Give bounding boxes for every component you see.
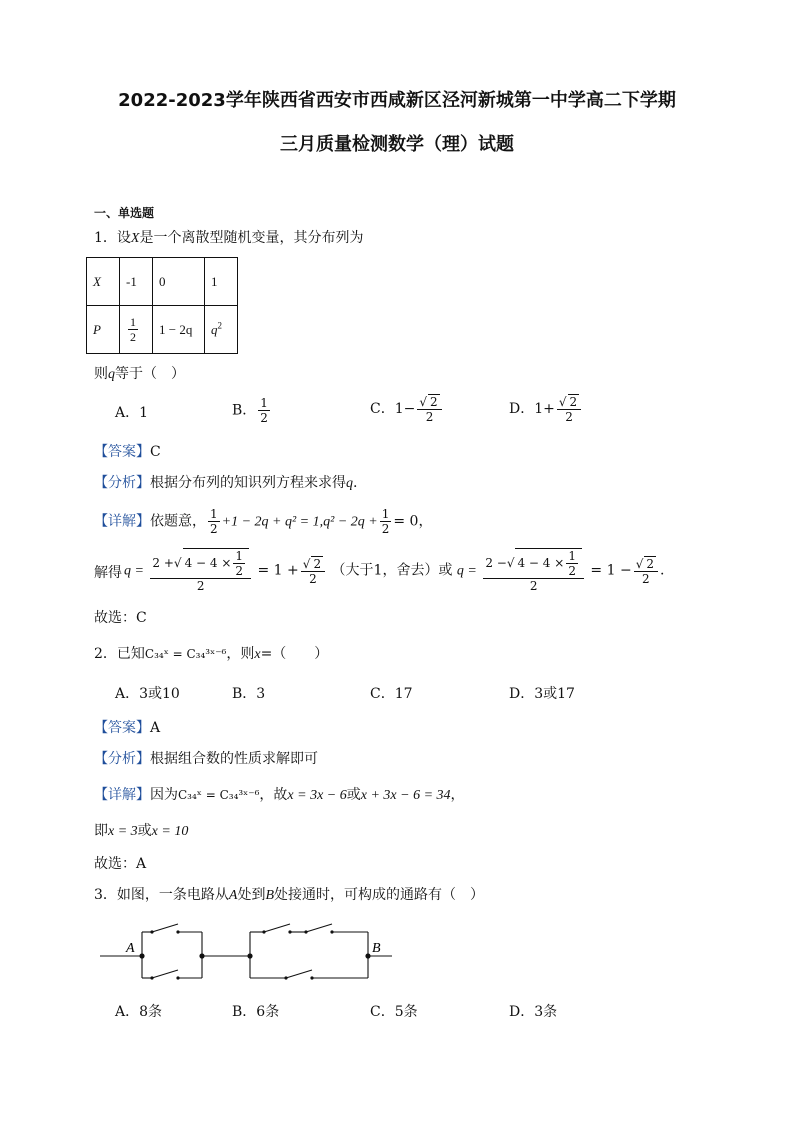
q2-stem-post: ，则 bbox=[226, 646, 255, 662]
option-letter: D． bbox=[509, 401, 535, 417]
table-cell: 0 bbox=[153, 258, 205, 306]
q2-choice: 故选：A bbox=[94, 856, 147, 872]
table-row bbox=[87, 258, 238, 306]
q1-ask-pre: 则 bbox=[94, 366, 108, 382]
doc-title-line2: 三月质量检测数学（理）试题 bbox=[280, 134, 514, 155]
q1-stem-pre: 1．设 bbox=[94, 230, 131, 246]
frac-den: 2 bbox=[210, 522, 218, 536]
answer-value: A bbox=[150, 720, 161, 736]
solve-num: 2 + bbox=[152, 556, 174, 570]
table-cell: 1 − 2q bbox=[153, 306, 205, 354]
table-cell bbox=[205, 306, 238, 354]
q3-option-a[interactable]: A．8条 bbox=[115, 1004, 163, 1020]
q2-stem-var: x bbox=[254, 647, 261, 662]
analysis-tag: 【分析】 bbox=[94, 475, 150, 491]
q2-result bbox=[94, 822, 188, 841]
frac-num: 1 bbox=[235, 549, 244, 563]
frac-den: 2 bbox=[529, 579, 538, 593]
analysis-text: 根据组合数的性质求解即可 bbox=[150, 751, 318, 767]
table-cell: P bbox=[87, 306, 120, 354]
frac-num: 1 bbox=[130, 315, 136, 329]
detail-tag: 【详解】 bbox=[94, 787, 150, 803]
q3-stem-b: B bbox=[265, 888, 275, 903]
q2-analysis bbox=[94, 750, 318, 768]
solve-num: 2 − bbox=[485, 556, 507, 570]
table-row bbox=[87, 306, 238, 354]
circuit-label-a: A bbox=[126, 941, 135, 956]
radicand: 2 bbox=[313, 556, 322, 571]
q2-option-b[interactable]: B．3 bbox=[232, 686, 266, 702]
frac-den: 2 bbox=[196, 579, 205, 593]
q1-ask-var: q bbox=[108, 367, 115, 382]
q3-option-c[interactable]: C．5条 bbox=[370, 1004, 418, 1020]
frac-den: 2 bbox=[642, 571, 650, 586]
q1-analysis bbox=[94, 474, 357, 493]
q2-stem-pre: 2．已知 bbox=[94, 646, 145, 662]
detail-or: 或 bbox=[346, 787, 361, 803]
q1-ask bbox=[94, 365, 185, 384]
radicand: 2 bbox=[430, 395, 438, 409]
q1-option-b[interactable] bbox=[232, 396, 272, 425]
q2-option-d[interactable]: D．3或17 bbox=[509, 686, 575, 702]
radicand: 2 bbox=[646, 556, 654, 571]
result-or: 或 bbox=[137, 823, 152, 839]
answer-tag: 【答案】 bbox=[94, 720, 150, 736]
q1-answer bbox=[94, 443, 161, 461]
circuit-diagram bbox=[96, 922, 396, 984]
frac-den: 2 bbox=[235, 564, 244, 578]
q3-stem-pre: 3．如图，一条电路从 bbox=[94, 887, 229, 903]
solve-end: . bbox=[659, 562, 665, 579]
solve-res: = 1 − bbox=[590, 562, 632, 579]
table-cell: -1 bbox=[120, 258, 153, 306]
q3-stem bbox=[94, 886, 484, 905]
detail-pre: 依题意， bbox=[150, 513, 206, 530]
frac-num: 1 bbox=[260, 396, 268, 410]
analysis-var: q bbox=[346, 476, 353, 491]
analysis-tag: 【分析】 bbox=[94, 751, 150, 767]
result-eq1: x = 3 bbox=[108, 824, 138, 839]
option-pre: 1− bbox=[394, 401, 416, 417]
detail-eq-end: = 0， bbox=[393, 513, 433, 530]
frac-den: 2 bbox=[309, 571, 317, 586]
detail-eq: C₃₄ˣ = C₃₄³ˣ⁻⁶ bbox=[178, 788, 260, 802]
frac-den: 2 bbox=[260, 411, 268, 425]
analysis-text: 根据分布列的知识列方程来求得 bbox=[150, 475, 346, 491]
q1-detail bbox=[94, 507, 432, 536]
detail-mid: ，故 bbox=[259, 787, 288, 803]
q3-stem-mid: 处到 bbox=[237, 887, 266, 903]
result-pre: 即 bbox=[94, 823, 108, 839]
option-pre: 1+ bbox=[534, 401, 555, 417]
detail-end: ， bbox=[450, 787, 465, 803]
answer-value: C bbox=[150, 444, 161, 460]
frac-num: 1 bbox=[381, 507, 390, 521]
table-cell: 1 bbox=[205, 258, 238, 306]
frac-num: 1 bbox=[210, 507, 218, 521]
solve-rad: 4 − 4 × bbox=[517, 556, 565, 570]
solve-res: = 1 + bbox=[257, 562, 299, 579]
frac-den: 2 bbox=[568, 564, 576, 578]
frac-den: 2 bbox=[425, 410, 434, 424]
result-eq2: x = 10 bbox=[151, 824, 189, 839]
q1-option-c[interactable]: C．1− $\frac{√ 2}{2}$ bbox=[370, 394, 444, 424]
frac-den: 2 bbox=[565, 410, 573, 424]
option-letter: A． bbox=[115, 405, 140, 421]
frac-num: 1 bbox=[568, 549, 576, 563]
detail-pre: 因为 bbox=[150, 787, 178, 803]
table-cell: X bbox=[87, 258, 120, 306]
q3-option-d[interactable]: D．3条 bbox=[509, 1004, 558, 1020]
detail-eq: +1 − 2q + q² = 1,q² − 2q + bbox=[221, 514, 378, 530]
q1-stem-post: 是一个离散型随机变量，其分布列为 bbox=[139, 230, 364, 246]
frac-den: 2 bbox=[130, 330, 136, 344]
q3-stem-post: 处接通时，可构成的通路有（ ） bbox=[274, 887, 485, 903]
answer-tag: 【答案】 bbox=[94, 444, 150, 460]
q1-option-d[interactable]: D．1+ $\frac{√ 2}{2}$ bbox=[509, 394, 583, 424]
section-heading: 一、单选题 bbox=[94, 206, 155, 220]
radicand: 2 bbox=[569, 395, 578, 409]
doc-title-line1: 2022-2023学年陕西省西安市西咸新区泾河新城第一中学高二下学期 bbox=[118, 90, 676, 111]
q1-solve-pre: 解得 bbox=[94, 565, 122, 581]
option-value: 1 bbox=[139, 405, 149, 421]
q1-stem bbox=[94, 229, 363, 248]
q2-option-c[interactable]: C．17 bbox=[370, 686, 413, 702]
q2-detail bbox=[94, 786, 465, 805]
analysis-end: . bbox=[353, 475, 358, 491]
q1-option-a[interactable] bbox=[115, 404, 148, 422]
detail-tag: 【详解】 bbox=[94, 513, 150, 530]
option-letter: C． bbox=[370, 401, 395, 417]
q2-stem-end: =（ ） bbox=[260, 646, 329, 662]
q1-choice: 故选：C bbox=[94, 610, 147, 626]
table-cell bbox=[120, 306, 153, 354]
q-base: q bbox=[211, 321, 218, 337]
frac-den: 2 bbox=[381, 522, 390, 536]
circuit-label-b: B bbox=[372, 941, 381, 956]
q3-option-b[interactable]: B．6条 bbox=[232, 1004, 280, 1020]
q2-option-a[interactable]: A．3或10 bbox=[115, 686, 180, 702]
detail-eq2: x = 3x − 6 bbox=[287, 788, 347, 803]
q1-distribution-table bbox=[86, 257, 238, 354]
q2-stem-eq: C₃₄ˣ = C₃₄³ˣ⁻⁶ bbox=[144, 647, 227, 661]
q2-stem bbox=[94, 645, 328, 664]
q-exp: 2 bbox=[217, 320, 222, 331]
q3-stem-a: A bbox=[228, 888, 238, 903]
solve-note: （大于1，舍去）或 bbox=[331, 562, 453, 579]
solve-rad: 4 − 4 × bbox=[184, 556, 232, 570]
detail-eq3: x + 3x − 6 = 34 bbox=[360, 788, 451, 803]
option-letter: B． bbox=[232, 402, 257, 419]
q1-stem-var: X bbox=[130, 231, 140, 246]
q1-solve-expr: q = 2 +√ 4 − 4 × $\frac{1}{2}$ 2 = 1 + $\frac{√ 2}{2}$ （大于1，舍去）或 q = 2 −√ 4 − 4 × $\frac{1}{2}$ 2 = 1 − $\frac{√ 2}{2}$ . bbox=[124, 549, 665, 593]
q1-ask-post: 等于（ ） bbox=[115, 366, 185, 382]
q2-answer bbox=[94, 719, 160, 737]
